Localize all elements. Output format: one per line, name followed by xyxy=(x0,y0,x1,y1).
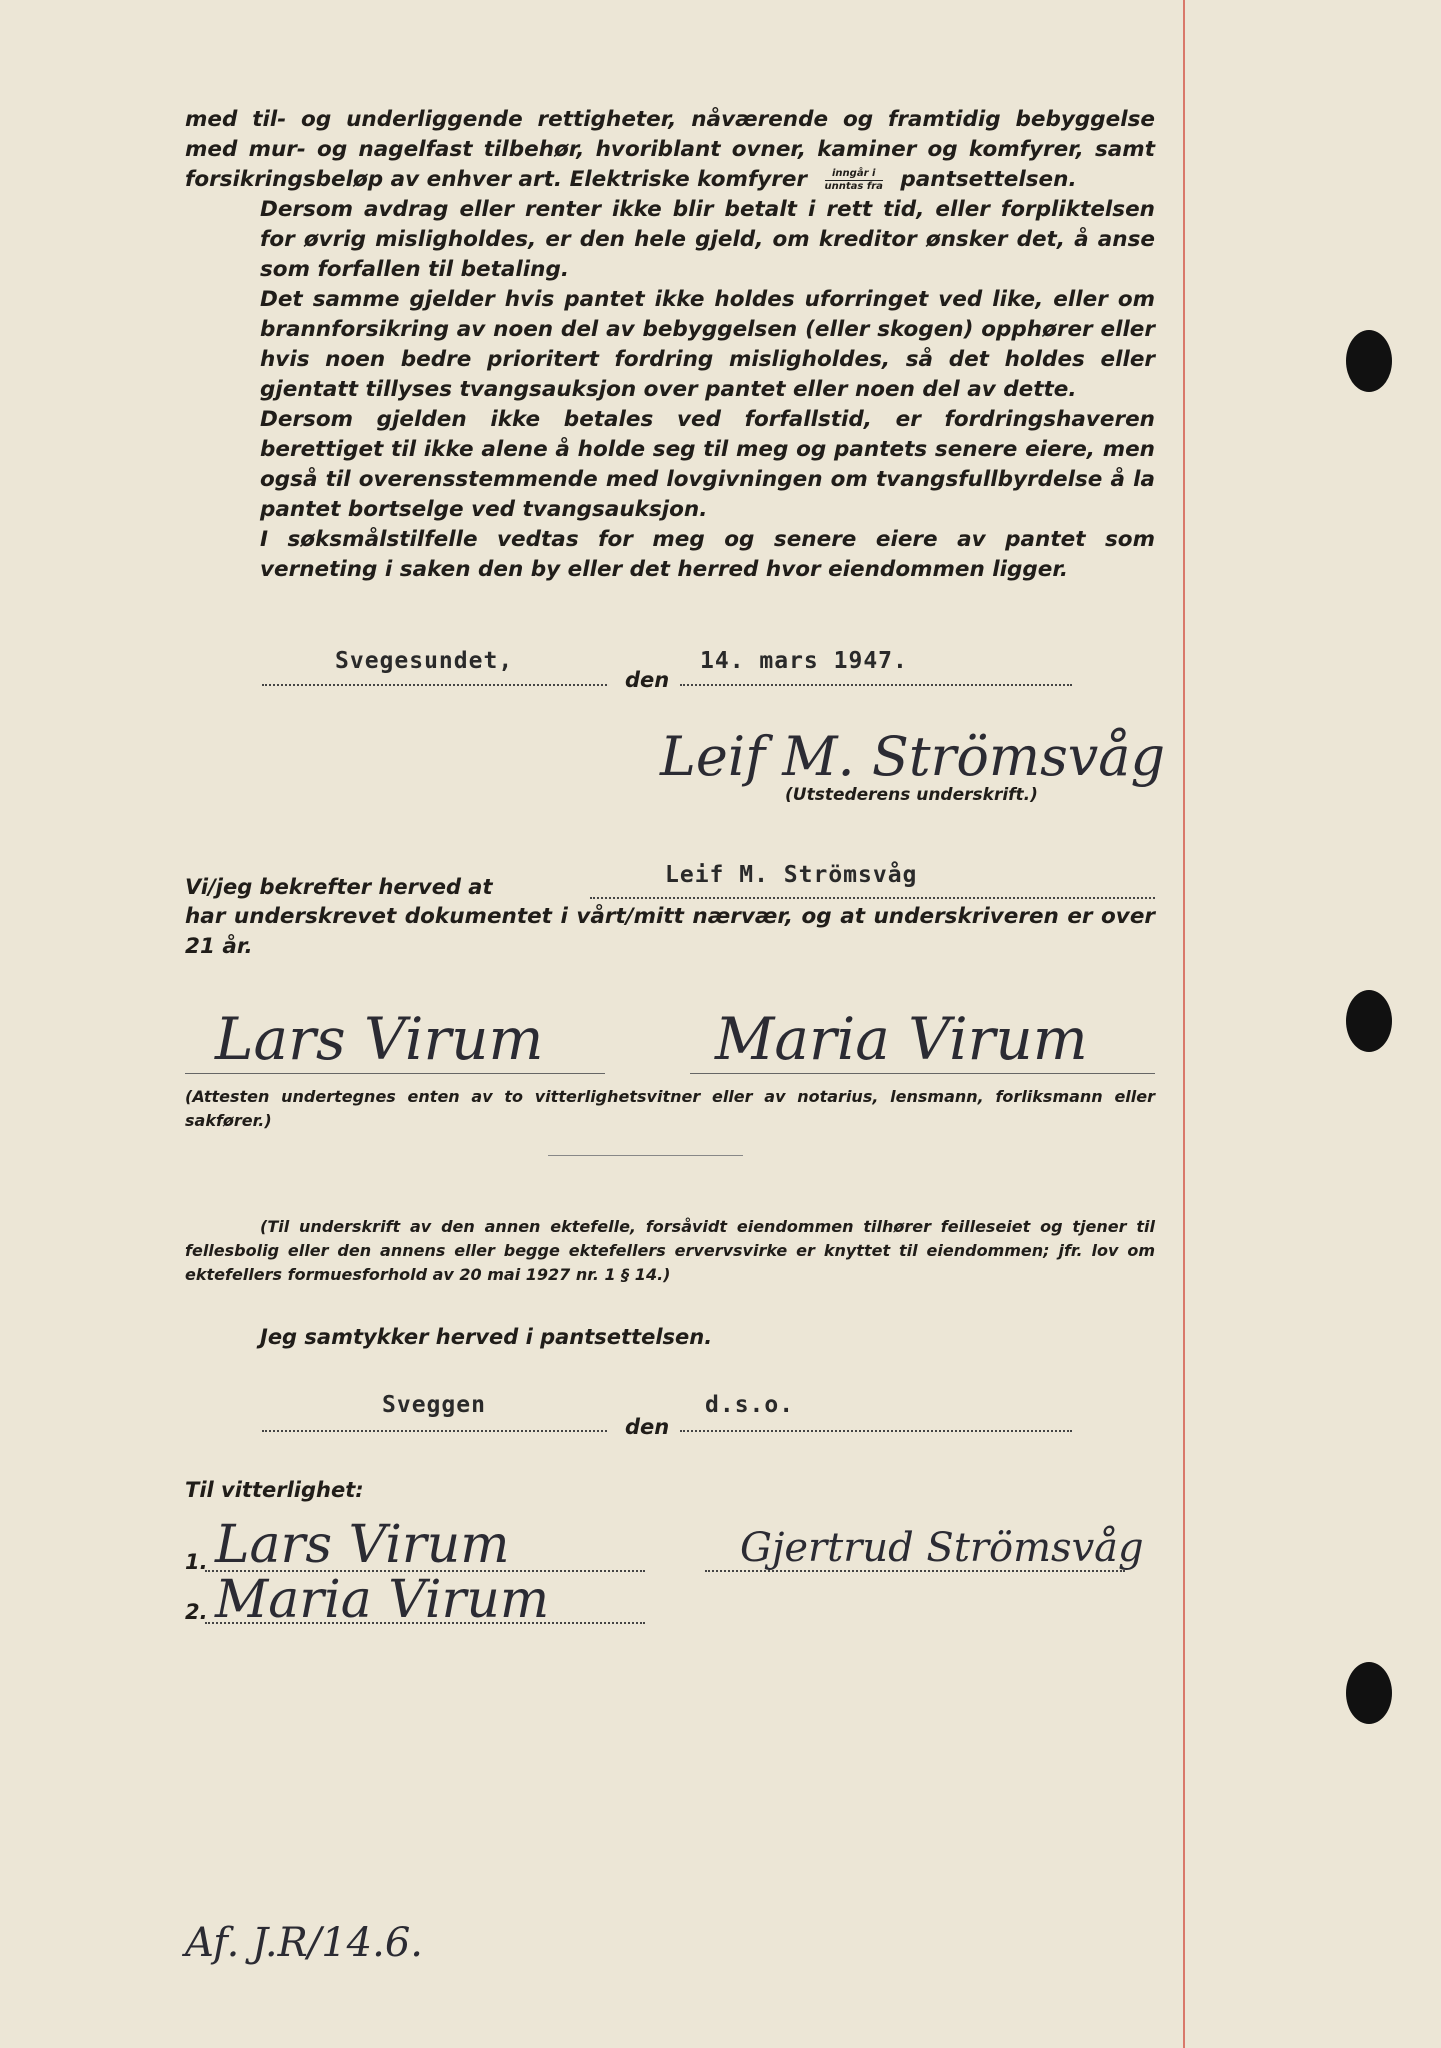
date-dotted-line xyxy=(680,684,1072,686)
clause-text-block xyxy=(185,105,1155,585)
clause-property: med til- og underliggende rettigheter, nåværende og framtidig bebyggelse med mur- og nagelfast tilbehør, hvoriblant ovner, kaminer og komfyrer, samt forsikringsbeløp av enhver art. Elektriske komfyrer $\frac{\text{inngår i}}{\text{unntas fra}}$ pantsettelsen. xyxy=(185,107,1155,192)
confirmation-text: har underskrevet dokumentet i vårt/mitt nærvær, og at underskriveren er over 21 år. xyxy=(185,904,1155,959)
clause-venue: I søksmålstilfelle vedtas for meg og senere eiere av pantet som verneting i saken den by eller det herred hvor eiendommen ligger. xyxy=(260,527,1155,582)
punch-hole-middle xyxy=(1346,990,1392,1052)
witness2-dotted-line xyxy=(205,1622,645,1624)
witness-number-1: 1. xyxy=(185,1550,208,1574)
spouse-note: (Til underskrift av den annen ektefelle, forsåvidt eiendommen tilhører feilleseiet og tjener til fellesbolig eller den annens eller begge ektefellers ervervsvirke er knyttet til eiendommen; jfr. lov om ektefellers formuesforhold av 20 mai 1927 nr. 1 § 14.) xyxy=(185,1217,1155,1284)
red-margin-line xyxy=(1183,0,1185,2048)
confirmation-prefix: Vi/jeg bekrefter herved at xyxy=(185,875,493,899)
name-dotted-line xyxy=(590,897,1155,899)
punch-hole-top xyxy=(1346,330,1392,392)
separator-line xyxy=(548,1155,743,1156)
issue-den-label: den xyxy=(625,668,670,692)
witness-label: Til vitterlighet: xyxy=(185,1478,364,1502)
witness1-signature: Lars Virum xyxy=(215,1005,544,1073)
clause-default: Dersom avdrag eller renter ikke blir betalt i rett tid, eller forpliktelsen for øvrig misligholdes, er den hele gjeld, om kreditor ønsker det, å anse som forfallen til betaling. xyxy=(260,197,1155,282)
fraction-choice: $\frac{\text{inngår i}}{\text{unntas fra}}$ xyxy=(824,167,883,192)
attestation-note: (Attesten undertegnes enten av to vitterlighetsvitner eller av notarius, lensmann, forliksmann eller sakfører.) xyxy=(185,1087,1155,1130)
clause-forced-sale: Dersom gjelden ikke betales ved forfallstid, er fordringshaveren berettiget til ikke alene å holde seg til meg og pantets senere eiere, men også til overensstemmende med lovgivningen om tvangsfullbyrdelse å la pantet bortselge ved tvangsauksjon. xyxy=(260,407,1155,522)
punch-hole-bottom xyxy=(1346,1662,1392,1724)
witness1-dotted-line xyxy=(205,1570,645,1572)
witness2-line xyxy=(690,1073,1155,1074)
spouse-date-dotted-line xyxy=(680,1430,1072,1432)
issue-place: Svegesundet, xyxy=(335,648,514,674)
issuer-signature: Leif M. Strömsvåg xyxy=(660,725,1166,788)
witness1-line xyxy=(185,1073,605,1074)
consent-witness2-signature: Maria Virum xyxy=(215,1570,550,1630)
spouse-den-label: den xyxy=(625,1415,670,1439)
consent-witness1-signature: Lars Virum xyxy=(215,1515,510,1575)
witness2-signature: Maria Virum xyxy=(715,1005,1088,1073)
issue-date: 14. mars 1947. xyxy=(700,648,908,674)
place-dotted-line xyxy=(262,684,607,686)
spouse-date: d.s.o. xyxy=(705,1392,795,1418)
footer-handwritten-note: Af. J.R/14.6. xyxy=(185,1920,424,1966)
spouse-place-dotted-line xyxy=(262,1430,607,1432)
spouse-place: Sveggen xyxy=(382,1392,486,1418)
issuer-signature-caption: (Utstederens underskrift.) xyxy=(785,785,1038,805)
confirmed-name: Leif M. Strömsvåg xyxy=(665,862,918,888)
spouse-signature: Gjertrud Strömsvåg xyxy=(740,1525,1144,1571)
spouse-consent: Jeg samtykker herved i pantsettelsen. xyxy=(260,1325,713,1349)
clause-maintenance: Det samme gjelder hvis pantet ikke holdes uforringet ved like, eller om brannforsikring av noen del av bebyggelsen (eller skogen) opphører eller hvis noen bedre prioritert fordring misligholdes, så det holdes eller gjentatt tillyses tvangsauksjon over pantet eller noen del av dette. xyxy=(260,287,1155,402)
witness-number-2: 2. xyxy=(185,1600,208,1624)
spouse-signature-dotted-line xyxy=(705,1570,1125,1572)
